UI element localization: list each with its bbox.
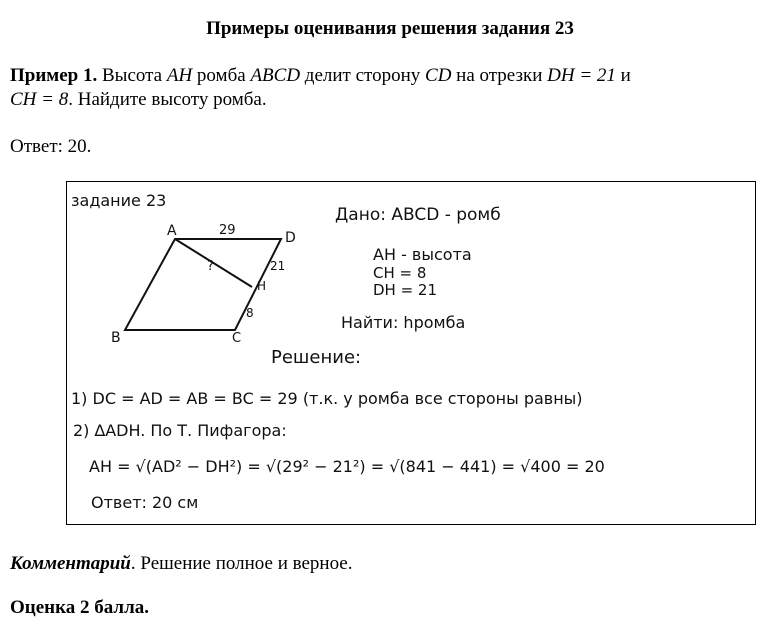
hw-vertex-h: H — [257, 279, 267, 293]
hw-vertex-d: D — [285, 230, 296, 246]
hw-seg-21: 21 — [270, 259, 286, 273]
problem-text-4: на отрезки — [451, 65, 548, 86]
math-abcd: ABCD — [250, 65, 301, 86]
hw-line-3: AH = √(AD² − DH²) = √(29² − 21²) = √(841 − 441) = √400 = 20 — [89, 457, 605, 476]
hw-find: Найти: hромба — [341, 313, 466, 332]
problem-text-1: Высота — [97, 65, 167, 86]
hw-line-4: Ответ: 20 см — [91, 493, 199, 512]
hw-unknown: ? — [207, 259, 214, 274]
hw-vertex-a: A — [167, 223, 177, 239]
handwritten-solution — [67, 182, 757, 526]
problem-text-2: ромба — [192, 65, 251, 86]
grade-line: Оценка 2 балла. — [10, 597, 150, 618]
answer-line: Ответ: 20. — [10, 136, 92, 157]
comment-line — [10, 553, 352, 575]
hw-line-2: 2) ∆ADH. По Т. Пифагора: — [73, 421, 287, 440]
hw-vertex-c: C — [232, 331, 242, 346]
math-dh: DH = 21 — [547, 65, 616, 86]
page-title: Примеры оценивания решения задания 23 — [206, 18, 574, 39]
hw-given-3: DH = 21 — [373, 281, 438, 299]
problem-text-5: и — [615, 65, 631, 86]
math-cd: CD — [425, 65, 452, 86]
comment-text: . Решение полное и верное. — [130, 553, 353, 574]
problem-label: Пример 1. — [10, 65, 98, 86]
hw-side-29: 29 — [219, 223, 236, 238]
math-ah: AH — [166, 65, 193, 86]
problem-text-3: делит сторону — [300, 65, 426, 86]
hw-given-1: AH - высота — [373, 245, 472, 264]
hw-vertex-b: B — [111, 330, 121, 346]
math-ch: CH = 8 — [10, 89, 69, 110]
comment-label: Комментарий — [10, 553, 131, 574]
problem-text-6: . Найдите высоту ромба. — [68, 89, 267, 110]
hw-seg-8: 8 — [246, 306, 254, 320]
hw-line-1: 1) DC = AD = AB = BC = 29 (т.к. у ромба все стороны равны) — [71, 389, 583, 408]
hw-solution-title: Решение: — [271, 347, 362, 368]
hw-given-title: Дано: ABCD - ромб — [335, 205, 501, 225]
hw-given-2: CH = 8 — [373, 264, 427, 282]
student-solution-image — [66, 181, 756, 525]
hw-header: задание 23 — [71, 191, 167, 210]
problem-statement — [10, 64, 770, 112]
